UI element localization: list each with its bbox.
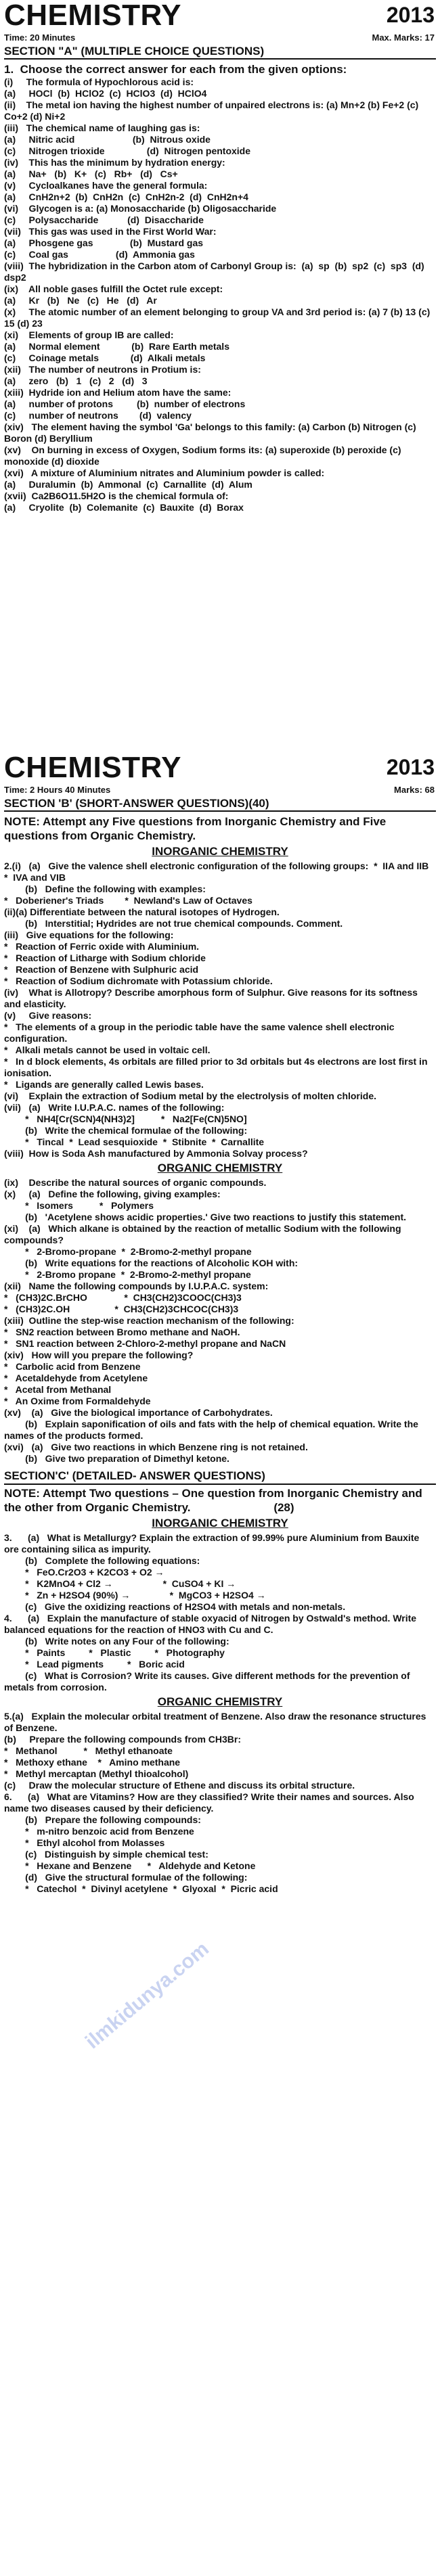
question-line: 6. (a) What are Vitamins? How are they classified? Write their names and sources. Also name two diseases caused by their deficiency. [4, 1791, 417, 1814]
paper2-subject: CHEMISTRY [4, 751, 181, 784]
question-line: (iv) What is Allotropy? Describe amorphous form of Sulphur. Give reasons for its softness and elasticity. [4, 987, 420, 1009]
mcq-line: (viii) The hybridization in the Carbon atom of Carbonyl Group is: (a) sp (b) sp2 (c) sp3 (d) dsp2 [4, 260, 427, 283]
question-line: * Lead pigments * Boric acid [4, 1659, 185, 1670]
mcq-line: (iii) The chemical name of laughing gas is: [4, 122, 200, 133]
question-line: * (CH3)2C.OH * CH3(CH2)3CHCOC(CH3)3 [4, 1304, 239, 1314]
paper2-meta [4, 785, 435, 796]
question-line: (xiii) Outline the step-wise reaction mechanism of the following: [4, 1315, 294, 1326]
question-line: * Reaction of Ferric oxide with Aluminium. [4, 941, 200, 952]
mcq-line: (xv) On burning in excess of Oxygen, Sodium forms its: (a) superoxide (b) peroxide (c) monoxide (d) dioxide [4, 444, 404, 467]
question-line: (vi) Explain the extraction of Sodium metal by the electrolysis of molten chloride. [4, 1090, 376, 1101]
question-line: (vii) (a) Write I.U.P.A.C. names of the following: [4, 1102, 225, 1113]
question-line: (iii) Give equations for the following: [4, 929, 174, 940]
mcq-line: (a) Na+ (b) K+ (c) Rb+ (d) Cs+ [4, 168, 178, 179]
question-line: * Acetaldehyde from Acetylene [4, 1373, 148, 1383]
question-line: * Doberiener's Triads * Newland's Law of Octaves [4, 895, 252, 906]
question-line: * An Oxime from Formaldehyde [4, 1396, 151, 1406]
mcq-line: (xi) Elements of group IB are called: [4, 329, 174, 340]
paper2-marks: Marks: 68 [394, 785, 435, 795]
mcq-line: (a) Normal element (b) Rare Earth metals [4, 341, 229, 352]
question-line: * K2MnO4 + Cl2 → * CuSO4 + KI → [4, 1578, 236, 1589]
mcq-line: (a) Phosgene gas (b) Mustard gas [4, 237, 204, 248]
section-a-body [4, 62, 436, 513]
question-line: (b) Write the chemical formulae of the following: [4, 1125, 248, 1136]
question-line: (xiv) How will you prepare the following? [4, 1350, 194, 1360]
question-line: (d) Give the structural formulae of the following: [4, 1872, 248, 1883]
question-line: (x) (a) Define the following, giving examples: [4, 1189, 221, 1199]
section-b-title: SECTION 'B' (SHORT-ANSWER QUESTIONS)(40) [4, 797, 436, 812]
question-line: (b) Explain saponification of oils and fats with the help of chemical equation. Write the names of the products formed. [4, 1419, 421, 1441]
section-b-organic-list [4, 1177, 436, 1465]
question-line: * Isomers * Polymers [4, 1200, 154, 1211]
mcq-line: (c) Nitrogen trioxide (d) Nitrogen pentoxide [4, 145, 251, 156]
question-line: * Zn + H2SO4 (90%) → * MgCO3 + H2SO4 → [4, 1590, 266, 1601]
section-c-organic-list [4, 1711, 436, 1895]
section-c-inorganic-list [4, 1532, 436, 1693]
question-line: * 2-Bromo propane * 2-Bromo-2-methyl propane [4, 1269, 251, 1280]
question-line: * (CH3)2C.BrCHO * CH3(CH2)3COOC(CH3)3 [4, 1292, 242, 1303]
question-line: * NH4[Cr(SCN)4(NH3)2] * Na2[Fe(CN)5NO] [4, 1113, 247, 1124]
question-line: * Catechol * Divinyl acetylene * Glyoxal * Picric acid [4, 1883, 278, 1894]
mcq-line: (i) The formula of Hypochlorous acid is: [4, 76, 194, 87]
question-line: (b) Define the following with examples: [4, 883, 206, 894]
mcq-line: (ii) The metal ion having the highest number of unpaired electrons is: (a) Mn+2 (b) Fe+2 (c) Co+2 (d) Ni+2 [4, 99, 422, 122]
mcq-line: (x) The atomic number of an element belonging to group VA and 3rd period is: (a) 7 (b) 13 (c) 15 (d) 23 [4, 306, 433, 329]
question-line: (b) Prepare the following compounds from CH3Br: [4, 1734, 242, 1745]
question-line: * Ligands are generally called Lewis bases. [4, 1079, 204, 1090]
mcq-line: (vii) This gas was used in the First World War: [4, 226, 217, 237]
mcq-line: (xvi) A mixture of Aluminium nitrates and Aluminium powder is called: [4, 467, 325, 478]
mcq-line: (c) Polysaccharide (d) Disaccharide [4, 214, 204, 225]
question-line: (ix) Describe the natural sources of organic compounds. [4, 1177, 267, 1188]
paper1-marks: Max. Marks: 17 [372, 32, 435, 43]
question-line: * SN1 reaction between 2-Chloro-2-methyl propane and NaCN [4, 1338, 286, 1349]
question-line: (b) Write notes on any Four of the following: [4, 1636, 229, 1647]
question-line: (b) Prepare the following compounds: [4, 1814, 201, 1825]
section-c-inorganic-heading: INORGANIC CHEMISTRY [152, 1517, 288, 1530]
question-line: * FeO.Cr2O3 + K2CO3 + O2 → [4, 1567, 164, 1578]
watermark: ilmkidunya.com [81, 1937, 213, 2054]
section-b-organic-heading: ORGANIC CHEMISTRY [157, 1162, 283, 1174]
mcq-line: (a) Cryolite (b) Colemanite (c) Bauxite (d) Borax [4, 502, 244, 513]
mcq-line: (vi) Glycogen is a: (a) Monosaccharide (b) Oligosaccharide [4, 203, 277, 214]
question-line: (b) Complete the following equations: [4, 1555, 200, 1566]
section-c-title: SECTION'C' (DETAILED- ANSWER QUESTIONS) [4, 1469, 436, 1485]
paper1-banner [0, 0, 440, 31]
question-line: (viii) How is Soda Ash manufactured by Ammonia Solvay process? [4, 1148, 308, 1159]
paper2-time: Time: 2 Hours 40 Minutes [4, 785, 111, 795]
mcq-line: (xiii) Hydride ion and Helium atom have the same: [4, 387, 232, 398]
mcq-line: (c) number of neutrons (d) valency [4, 410, 192, 421]
question-line: (xv) (a) Give the biological importance of Carbohydrates. [4, 1407, 273, 1418]
mcq-line: (a) Kr (b) Ne (c) He (d) Ar [4, 295, 157, 306]
question-line: * In d block elements, 4s orbitals are filled prior to 3d orbitals but 4s electrons are lost first in ionisation. [4, 1056, 431, 1078]
mcq-line: (ix) All noble gases fulfill the Octet rule except: [4, 283, 223, 294]
paper2-banner [0, 752, 440, 783]
question-line: (xi) (a) Which alkane is obtained by the reaction of metallic Sodium with the following compounds? [4, 1223, 404, 1245]
mcq-line: (c) Coal gas (d) Ammonia gas [4, 249, 195, 260]
mcq-line: (a) zero (b) 1 (c) 2 (d) 3 [4, 375, 148, 386]
mcq-line: (xvii) Ca2B6O11.5H2O is the chemical formula of: [4, 490, 229, 501]
question-line: (v) Give reasons: [4, 1010, 92, 1021]
question-line: * Hexane and Benzene * Aldehyde and Ketone [4, 1860, 256, 1871]
mcq-line: (c) Coinage metals (d) Alkali metals [4, 352, 206, 363]
paper1-subject: CHEMISTRY [4, 0, 181, 32]
question-line: * Tincal * Lead sesquioxide * Stibnite * Carnallite [4, 1136, 265, 1147]
mcq-list [4, 76, 436, 513]
question-line: 2.(i) (a) Give the valence shell electronic configuration of the following groups: * IIA and IIB * IVA and VIB [4, 860, 439, 883]
question-line: (c) Distinguish by simple chemical test: [4, 1849, 208, 1860]
question-line: * Methoxy ethane * Amino methane [4, 1757, 181, 1768]
mcq-line: (a) Nitric acid (b) Nitrous oxide [4, 134, 211, 145]
question-line: * Ethyl alcohol from Molasses [4, 1837, 165, 1848]
section-c-organic-heading: ORGANIC CHEMISTRY [157, 1695, 283, 1708]
question-line: * Methanol * Methyl ethanoate [4, 1745, 173, 1756]
question-line: * m-nitro benzoic acid from Benzene [4, 1826, 194, 1837]
question-line: (c) Give the oxidizing reactions of H2SO4 with metals and non-metals. [4, 1601, 346, 1612]
question-line: * Reaction of Benzene with Sulphuric acid [4, 964, 199, 975]
question-line: (b) Give two preparation of Dimethyl ketone. [4, 1453, 229, 1464]
mcq-line: (a) Duralumin (b) Ammonal (c) Carnallite (d) Alum [4, 479, 252, 490]
question-line: * Reaction of Sodium dichromate with Potassium chloride. [4, 975, 273, 986]
paper1-time: Time: 20 Minutes [4, 32, 76, 43]
section-a-title: SECTION "A" (MULTIPLE CHOICE QUESTIONS) [4, 45, 436, 60]
section-b-inorganic-list [4, 860, 439, 1159]
question-line: (xvi) (a) Give two reactions in which Benzene ring is not retained. [4, 1442, 308, 1452]
question-line: * Methyl mercaptan (Methyl thioalcohol) [4, 1768, 189, 1779]
question-line: (c) What is Corrosion? Write its causes. Give different methods for the prevention of metals from corrosion. [4, 1670, 413, 1693]
question-line: 3. (a) What is Metallurgy? Explain the extraction of 99.99% pure Aluminium from Bauxite ore containing silica as impurity. [4, 1532, 422, 1555]
mcq-instruction: 1. Choose the correct answer for each from the given options: [4, 63, 347, 76]
question-line: 4. (a) Explain the manufacture of stable oxyacid of Nitrogen by Ostwald's method. Write balanced equations for the reaction of HNO3 with Cu and C. [4, 1613, 419, 1635]
question-line: * 2-Bromo-propane * 2-Bromo-2-methyl propane [4, 1246, 252, 1257]
question-line: * SN2 reaction between Bromo methane and NaOH. [4, 1327, 240, 1337]
mcq-line: (xiv) The element having the symbol 'Ga' belongs to this family: (a) Carbon (b) Nitrogen (c) Boron (d) Beryllium [4, 421, 419, 444]
section-b-inorganic-heading: INORGANIC CHEMISTRY [152, 845, 288, 858]
mcq-line: (iv) This has the minimum by hydration energy: [4, 157, 225, 168]
paper2-year: 2013 [386, 755, 435, 779]
section-b-note: NOTE: Attempt any Five questions from Inorganic Chemistry and Five questions from Organic Chemistry. [4, 815, 389, 842]
mcq-line: (a) HOCl (b) HClO2 (c) HClO3 (d) HClO4 [4, 88, 207, 99]
question-line: * Paints * Plastic * Photography [4, 1647, 225, 1658]
question-line: * Reaction of Litharge with Sodium chloride [4, 952, 206, 963]
section-c-note: NOTE: Attempt Two questions – One question from Inorganic Chemistry and the other from Organic Chemistry. (28) [4, 1487, 426, 1514]
mcq-line: (xii) The number of neutrons in Protium is: [4, 364, 201, 375]
mcq-line: (v) Cycloalkanes have the general formula: [4, 180, 208, 191]
paper1-meta [4, 32, 435, 43]
question-line: (b) Interstitial; Hydrides are not true chemical compounds. Comment. [4, 918, 343, 929]
paper1-year: 2013 [386, 3, 435, 27]
question-line: (b) Write equations for the reactions of Alcoholic KOH with: [4, 1258, 299, 1268]
question-line: * Carbolic acid from Benzene [4, 1361, 141, 1372]
question-line: * The elements of a group in the periodic table have the same valence shell electronic configuration. [4, 1021, 397, 1044]
question-line: (b) 'Acetylene shows acidic properties.' Give two reactions to justify this statement. [4, 1212, 407, 1222]
question-line: * Acetal from Methanal [4, 1384, 112, 1395]
question-line: (c) Draw the molecular structure of Ethene and discuss its orbital structure. [4, 1780, 355, 1791]
question-line: * Alkali metals cannot be used in voltaic cell. [4, 1044, 211, 1055]
mcq-line: (a) CnH2n+2 (b) CnH2n (c) CnH2n-2 (d) CnH2n+4 [4, 191, 248, 202]
question-line: (xii) Name the following compounds by I.U.P.A.C. system: [4, 1281, 269, 1291]
question-line: (ii)(a) Differentiate between the natural isotopes of Hydrogen. [4, 906, 280, 917]
mcq-line: (a) number of protons (b) number of electrons [4, 398, 246, 409]
question-line: 5.(a) Explain the molecular orbital treatment of Benzene. Also draw the resonance structures of Benzene. [4, 1711, 429, 1733]
section-b-body [4, 814, 439, 1895]
